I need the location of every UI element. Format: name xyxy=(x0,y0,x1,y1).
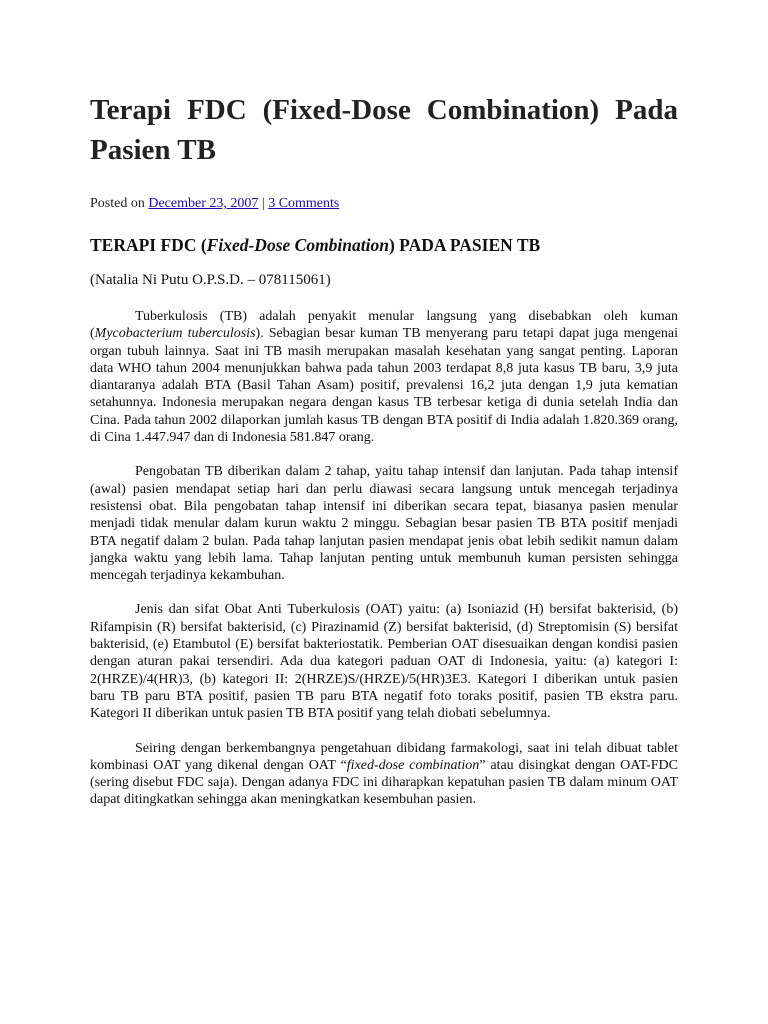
paragraph-4-part-a: Seiring dengan berkembangnya pengetahuan dibidang farmakologi, saat ini telah dibuat tablet kombinasi OAT yang dikenal dengan OAT “ xyxy=(90,740,678,773)
paragraph-2: Pengobatan TB diberikan dalam 2 tahap, yaitu tahap intensif dan lanjutan. Pada tahap intensif (awal) pasien mendapat setiap hari dan perlu diawasi secara langsung untuk mencegah terjadinya resistensi obat. Bila pengobatan tahap intensif ini diberikan secara tepat, biasanya pasien menular menjadi tidak menular dalam kurun waktu 2 minggu. Sebagian besar pasien TB BTA positif menjadi BTA negatif dalam 2 bulan. Pada tahap lanjutan pasien mendapat jenis obat lebih sedikit namun dalam jangka waktu yang lebih lama. Tahap lanjutan penting untuk membunuh kuman persisten sehingga mencegah terjadinya kekambuhan. xyxy=(90,464,678,584)
subheading-post: ) PADA PASIEN TB xyxy=(388,235,541,255)
paragraph-1-part-a: Tuberkulosis (TB) adalah penyakit menular langsung yang disebabkan oleh kuman ( xyxy=(90,309,678,342)
meta-separator: | xyxy=(261,196,265,211)
paragraph-4-italic: fixed-dose combination xyxy=(346,757,480,773)
post-meta xyxy=(90,195,678,212)
author-line: (Natalia Ni Putu O.P.S.D. – 078115061) xyxy=(90,272,331,288)
posted-on-label: Posted on xyxy=(90,196,145,211)
subheading-pre: TERAPI FDC ( xyxy=(90,235,207,255)
article-subheading xyxy=(90,234,678,256)
paragraph-4-part-b: ” atau disingkat dengan OAT-FDC (sering disebut FDC saja). Dengan adanya FDC ini diharapkan kepatuhan pasien TB dalam minum OAT dapat ditingkatkan sehingga akan meningkatkan kesembuhan pasien. xyxy=(90,757,678,808)
post-date-link[interactable]: December 23, 2007 xyxy=(148,196,259,211)
subheading-italic: Fixed-Dose Combination xyxy=(206,235,389,255)
paragraph-1-italic: Mycobacterium tuberculosis xyxy=(94,326,256,342)
page-title: Terapi FDC (Fixed-Dose Combination) Pada Pasien TB xyxy=(90,94,678,166)
paragraph-4 xyxy=(90,740,678,809)
paragraph-3: Jenis dan sifat Obat Anti Tuberkulosis (OAT) yaitu: (a) Isoniazid (H) bersifat bakterisid, (b) Rifampisin (R) bersifat bakterisid, (c) Pirazinamid (Z) bersifat bakterisid, (d) Streptomisin (S) bersifat bakterisid, (e) Etambutol (E) bersifat bakteriostatik. Pemberian OAT disesuaikan dengan kondisi pasien dengan aturan pakai tersendiri. Ada dua kategori paduan OAT di Indonesia, yaitu: (a) kategori I: 2(HRZE)/4(HR)3, (b) kategori II: 2(HRZE)S/(HRZE)/5(HR)3E3. Kategori I diberikan untuk pasien baru TB paru BTA positif, pasien TB paru BTA negatif foto toraks positif, pasien TB ekstra paru. Kategori II diberikan untuk pasien TB BTA positif yang telah diobati sebelumnya. xyxy=(90,602,678,722)
paragraph-1 xyxy=(90,308,678,446)
comments-link[interactable]: 3 Comments xyxy=(268,196,340,211)
article xyxy=(90,90,678,809)
paragraph-1-part-b: ). Sebagian besar kuman TB menyerang paru tetapi dapat juga mengenai organ tubuh lainnya. Saat ini TB masih merupakan masalah kesehatan yang sangat penting. Laporan data WHO tahun 2004 menunjukkan bahwa pada tahun 2003 terdapat 8,8 juta kasus TB baru, 3,9 juta diantaranya adalah BTA (Basil Tahan Asam) positif, prevalensi 16,2 juta dengan 1,9 juta kematian setahunnya. Indonesia merupakan negara dengan kasus TB terbesar ketiga di dunia setelah India dan Cina. Pada tahun 2002 dilaporkan jumlah kasus TB dengan BTA positif di India adalah 1.820.369 orang, di Cina 1.447.947 dan di Indonesia 581.847 orang. xyxy=(90,326,679,446)
